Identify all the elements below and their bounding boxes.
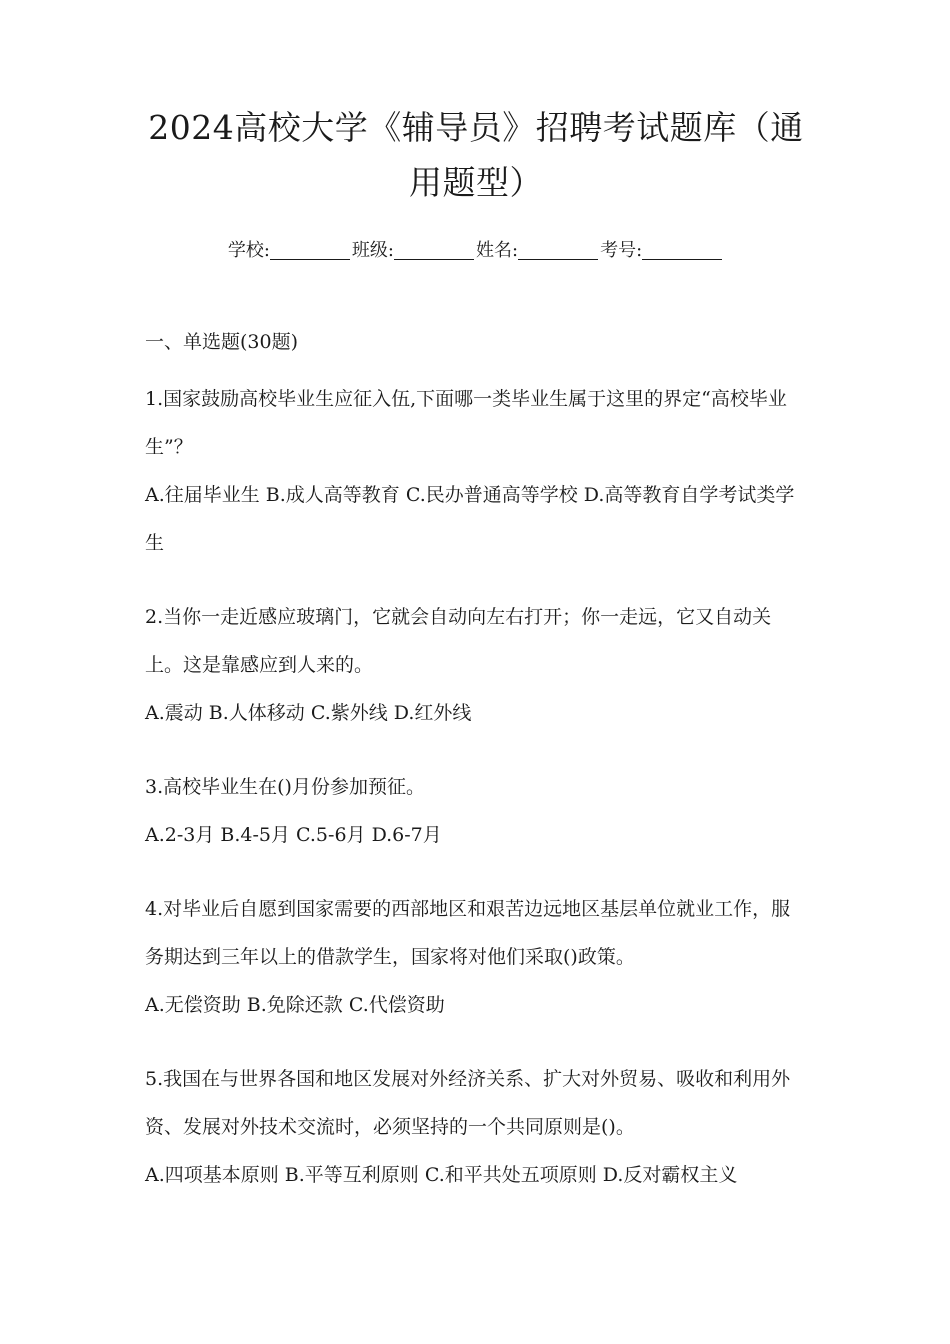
question-5 — [145, 1055, 807, 1199]
name-field — [476, 237, 600, 265]
question-options: A.往届毕业生 B.成人高等教育 C.民办普通高等学校 D.高等教育自学考试类学生 — [145, 484, 795, 554]
school-blank — [270, 239, 350, 260]
question-text: 5.我国在与世界各国和地区发展对外经济关系、扩大对外贸易、吸收和利用外资、发展对外技术交流时，必须坚持的一个共同原则是()。 — [145, 1068, 791, 1138]
question-options: A.四项基本原则 B.平等互利原则 C.和平共处五项原则 D.反对霸权主义 — [145, 1164, 738, 1186]
section-title: 一、单选题(30题) — [145, 331, 299, 353]
question-text: 2.当你一走近感应玻璃门，它就会自动向左右打开；你一走远，它又自动关上。这是靠感应到人来的。 — [145, 606, 772, 676]
class-field — [352, 237, 476, 265]
question-text: 4.对毕业后自愿到国家需要的西部地区和艰苦边远地区基层单位就业工作，服务期达到三年以上的借款学生，国家将对他们采取()政策。 — [145, 898, 791, 968]
question-text: 1.国家鼓励高校毕业生应征入伍,下面哪一类毕业生属于这里的界定“高校毕业生”？ — [145, 388, 787, 458]
question-options: A.2-3月 B.4-5月 C.5-6月 D.6-7月 — [145, 824, 442, 846]
question-1 — [145, 375, 807, 567]
student-info-line — [145, 237, 807, 265]
class-blank — [394, 239, 474, 260]
document-title: 2024高校大学《辅导员》招聘考试题库（通用题型） — [148, 108, 804, 202]
question-2 — [145, 593, 807, 737]
exam-number-field — [600, 237, 724, 265]
question-4 — [145, 885, 807, 1029]
question-options: A.震动 B.人体移动 C.紫外线 D.红外线 — [145, 702, 472, 724]
question-options: A.无偿资助 B.免除还款 C.代偿资助 — [145, 994, 445, 1016]
name-blank — [518, 239, 598, 260]
school-label: 学校: — [227, 240, 270, 261]
question-text: 3.高校毕业生在()月份参加预征。 — [145, 776, 425, 798]
school-field — [228, 237, 352, 265]
class-label: 班级: — [351, 240, 394, 261]
question-3 — [145, 763, 807, 859]
exam-number-label: 考号: — [600, 240, 643, 261]
exam-number-blank — [642, 239, 722, 260]
name-label: 姓名: — [476, 240, 519, 261]
